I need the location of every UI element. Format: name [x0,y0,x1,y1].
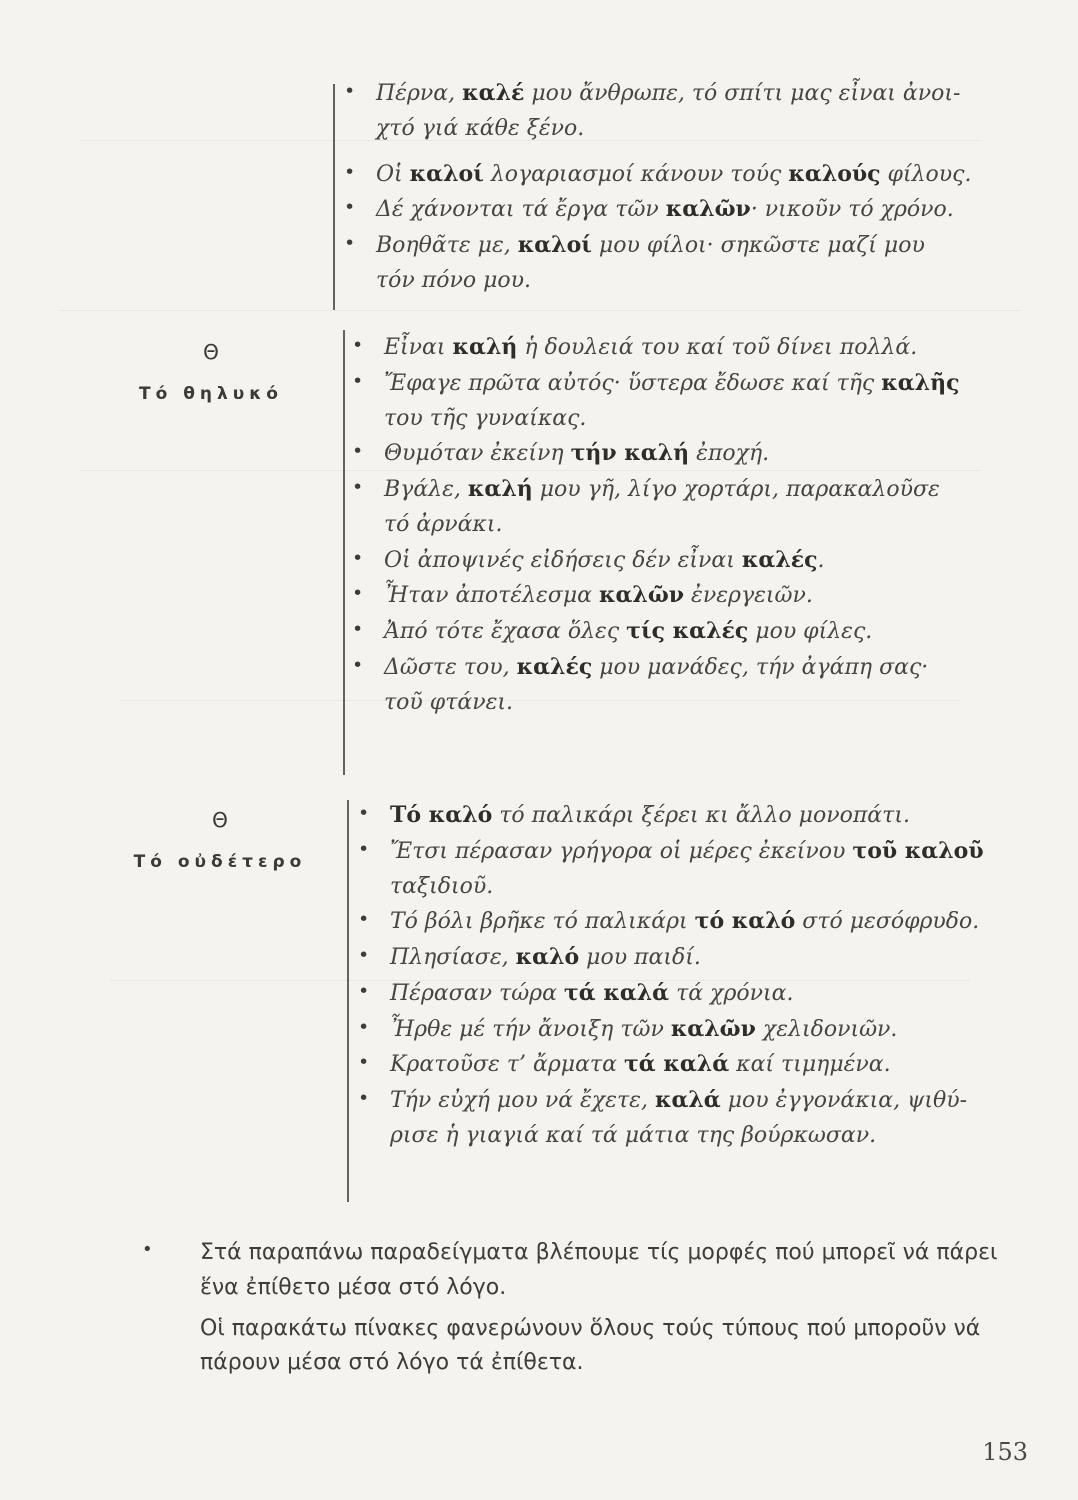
example-line: Τήν εὐχή μου νά ἔχετε, καλά μου ἐγγονάκια, ψιθύ- [390,1087,968,1113]
example-line: του τῆς γυναίκας. [384,405,587,431]
feminine-label: Τό θηλυκό [139,384,283,404]
list-item [358,1083,1024,1154]
example-line: τοῦ φτάνει. [384,689,514,715]
feminine-divider [343,330,345,775]
example-line: Ἔφαγε πρῶτα αὐτός· ὕστερα ἔδωσε καί τῆς καλῆς [384,369,960,396]
example-line: Ἦρθε μέ τήν ἄνοιξη τῶν καλῶν χελιδονιῶν. [390,1015,898,1042]
list-item [358,834,1024,905]
neuter-section-label [110,808,330,872]
neuter-label: Τό οὐδέτερο [133,852,307,872]
page-number: 153 [982,1438,1028,1466]
list-item [358,940,1024,976]
example-line: Πέρνα, καλέ μου ἄνθρωπε, τό σπίτι μας εἶναι ἀνοι- [376,80,961,106]
example-line: Πέρασαν τώρα τά καλά τά χρόνια. [390,979,794,1006]
feminine-examples [352,330,1024,720]
footer-text [142,1236,1032,1381]
example-line: Δῶστε του, καλές μου μανάδες, τήν ἀγάπη σας· [384,653,929,680]
list-item [352,650,1024,721]
list-item [358,1047,1024,1083]
example-line: Ἦταν ἀποτέλεσμα καλῶν ἐνεργειῶν. [384,582,813,609]
list-item [352,543,1024,579]
bullet-icon: • [142,1239,153,1260]
example-line: Κρατοῦσε τ’ ἄρματα τά καλά καί τιμημένα. [390,1051,891,1078]
masculine-examples [344,76,1024,299]
masculine-divider [333,84,335,310]
list-item [352,366,1024,437]
example-line: Βγάλε, καλή μου γῆ, λίγο χορτάρι, παρακαλοῦσε [384,476,940,502]
list-item [352,614,1024,650]
list-item [358,904,1024,940]
example-line: τό ἀρνάκι. [384,511,503,537]
example-line: Τό καλό τό παλικάρι ξέρει κι ἄλλο μονοπάτι. [390,802,910,828]
neuter-symbol: Θ [212,808,228,832]
example-line: ρισε ἡ γιαγιά καί τά μάτια της βούρκωσαν. [390,1122,877,1148]
example-line: Εἶναι καλή ἡ δουλειά του καί τοῦ δίνει πολλά. [384,334,918,360]
footer-paragraph: Στά παραπάνω παραδείγματα βλέπουμε τίς μορφές πού μπορεῖ νά πάρει ἕνα ἐπίθετο μέσα στό λόγο. [200,1240,998,1300]
example-line: Τό βόλι βρῆκε τό παλικάρι τό καλό στό μεσόφρυδο. [390,908,980,935]
list-item [352,330,1024,366]
list-item [352,472,1024,543]
example-line: χτό γιά κάθε ξένο. [376,115,585,141]
list-item [352,436,1024,472]
feminine-section-label [116,340,306,404]
list-item [358,798,1024,834]
example-line: Πλησίασε, καλό μου παιδί. [390,944,701,970]
neuter-examples [358,798,1024,1154]
feminine-symbol: Θ [203,340,219,364]
example-line: Ἔτσι πέρασαν γρήγορα οἱ μέρες ἐκείνου τοῦ καλοῦ [390,837,984,864]
footer-paragraph: Οἱ παρακάτω πίνακες φανερώνουν ὅλους τούς τύπους πού μποροῦν νά πάρουν μέσα στό λόγο τά ἐπίθετα. [200,1315,981,1376]
list-item [344,228,1024,299]
list-item [344,76,1024,147]
list-item [358,1012,1024,1048]
example-line: Θυμόταν ἐκείνη τήν καλή ἐποχή. [384,440,770,467]
example-line: ταξιδιοῦ. [390,873,494,899]
list-item [352,578,1024,614]
list-item [344,192,1024,228]
example-line: Οἱ ἀποψινές εἰδήσεις δέν εἶναι καλές. [384,546,825,573]
example-line: Ἀπό τότε ἔχασα ὅλες τίς καλές μου φίλες. [384,618,873,644]
example-line: Βοηθᾶτε με, καλοί μου φίλοι· σηκῶστε μαζί μου [376,232,925,258]
example-line: Δέ χάνονται τά ἔργα τῶν καλῶν· νικοῦν τό χρόνο. [376,196,954,223]
list-item [344,157,1024,193]
neuter-divider [347,800,349,1202]
example-line: τόν πόνο μου. [376,267,532,293]
list-item [358,976,1024,1012]
example-line: Οἱ καλοί λογαριασμοί κάνουν τούς καλούς φίλους. [376,160,972,187]
